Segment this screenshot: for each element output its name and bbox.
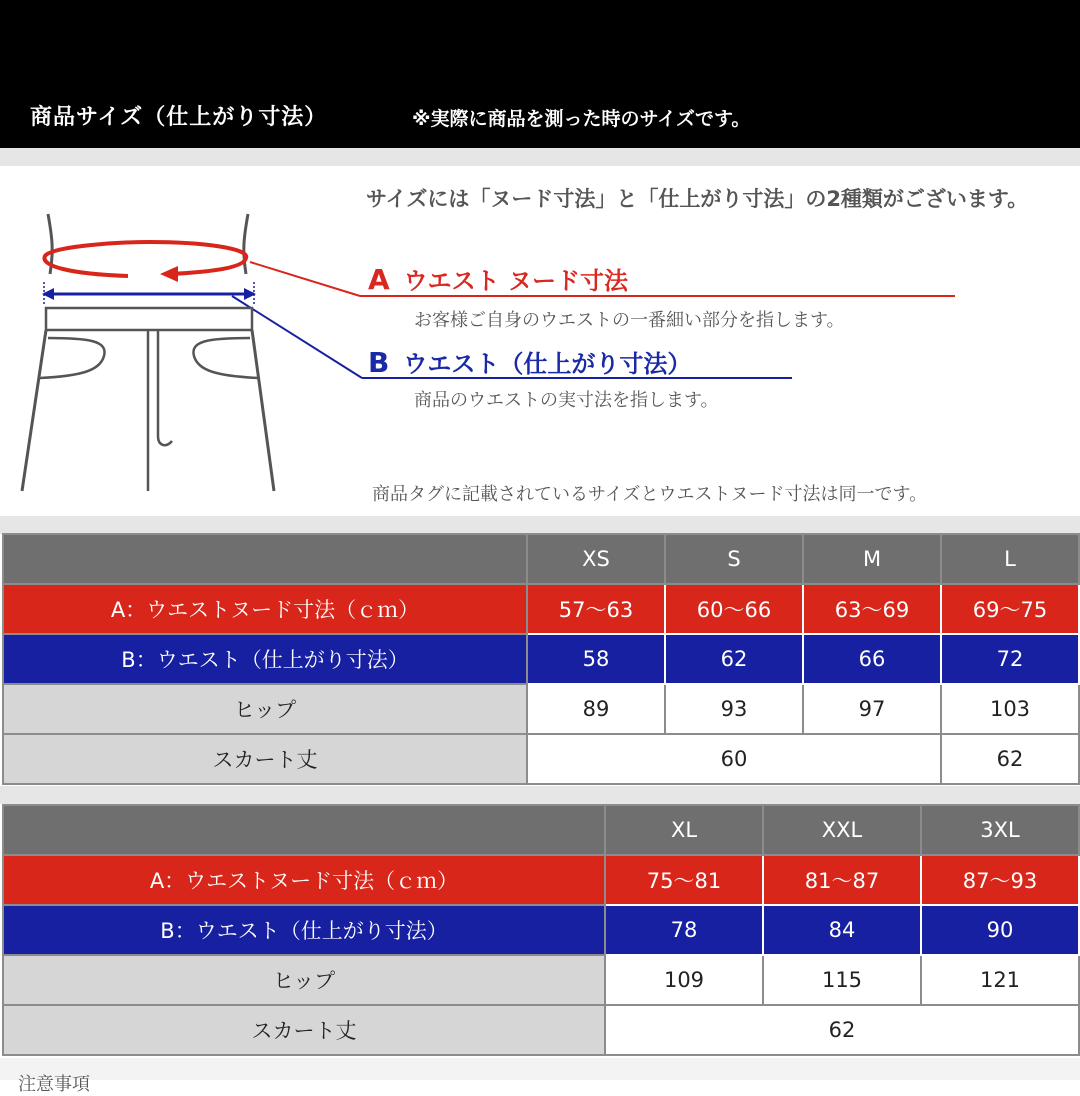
leader-a [250, 262, 360, 296]
size-header: XL [605, 805, 763, 855]
header-note: ※実際に商品を測った時のサイズです。 [412, 108, 751, 130]
table-cell: 62 [941, 734, 1079, 784]
table-row [3, 634, 1079, 684]
size-header: XXL [763, 805, 921, 855]
table-row [3, 805, 1079, 855]
table-cell: 97 [803, 684, 941, 734]
table-cell: 60 [527, 734, 941, 784]
waist-nude-loop [44, 242, 246, 276]
table-cell: 75〜81 [605, 855, 763, 905]
front-placket [158, 330, 172, 445]
row-label-waist-finished: B：ウエスト（仕上がり寸法） [3, 634, 527, 684]
table-cell: 60〜66 [665, 584, 803, 634]
size-table-1 [2, 533, 1080, 785]
desc-b: 商品のウエストの実寸法を指します。 [414, 390, 719, 411]
size-header: S [665, 534, 803, 584]
row-label-hip: ヒップ [3, 955, 605, 1005]
pocket-right [193, 338, 258, 378]
divider [0, 786, 1080, 804]
table-cell: 89 [527, 684, 665, 734]
table-cell: 81〜87 [763, 855, 921, 905]
page-title: 商品サイズ（仕上がり寸法） [30, 105, 328, 130]
row-label-waist-finished: B：ウエスト（仕上がり寸法） [3, 905, 605, 955]
table-cell: 93 [665, 684, 803, 734]
table-cell: 121 [921, 955, 1079, 1005]
label-b-letter: B [368, 346, 390, 379]
row-label-skirt-length: スカート丈 [3, 734, 527, 784]
table-cell: 103 [941, 684, 1079, 734]
skirt-diagram [0, 166, 1080, 516]
table-cell: 72 [941, 634, 1079, 684]
waist-explanation [0, 166, 1080, 516]
divider [0, 148, 1080, 166]
table-cell: 90 [921, 905, 1079, 955]
header-blank-cell [3, 805, 605, 855]
table-row [3, 905, 1079, 955]
table-row [3, 1005, 1079, 1055]
waistband [46, 308, 252, 330]
table-row [3, 955, 1079, 1005]
table-row [3, 855, 1079, 905]
label-a [368, 261, 628, 296]
intro-text: サイズには「ヌード寸法」と「仕上がり寸法」の2種類がございます。 [366, 187, 1029, 211]
size-header: XS [527, 534, 665, 584]
body-right-outline [244, 214, 248, 274]
table-cell: 115 [763, 955, 921, 1005]
table-cell: 109 [605, 955, 763, 1005]
header-blank-cell [3, 534, 527, 584]
table-cell: 57〜63 [527, 584, 665, 634]
table-cell: 63〜69 [803, 584, 941, 634]
table-cell: 87〜93 [921, 855, 1079, 905]
divider [0, 516, 1080, 534]
size-header: 3XL [921, 805, 1079, 855]
label-a-text: ウエスト ヌード寸法 [403, 267, 629, 295]
row-label-waist-nude: A：ウエストヌード寸法（ｃｍ） [3, 584, 527, 634]
size-table-2 [2, 804, 1080, 1056]
desc-a: お客様ご自身のウエストの一番細い部分を指します。 [414, 310, 845, 331]
table-cell: 78 [605, 905, 763, 955]
pocket-left [40, 338, 105, 378]
table-cell: 58 [527, 634, 665, 684]
row-label-skirt-length: スカート丈 [3, 1005, 605, 1055]
waist-nude-arrow-icon [160, 266, 178, 282]
label-b [368, 344, 691, 379]
table-cell: 66 [803, 634, 941, 684]
row-label-waist-nude: A：ウエストヌード寸法（ｃｍ） [3, 855, 605, 905]
footnote: 商品タグに記載されているサイズとウエストヌード寸法は同一です。 [372, 484, 928, 505]
notes-heading: 注意事項 [18, 1074, 90, 1095]
table-row [3, 584, 1079, 634]
table-cell: 84 [763, 905, 921, 955]
header-bar [0, 0, 1080, 148]
label-a-letter: A [368, 263, 390, 296]
table-row [3, 534, 1079, 584]
table-cell: 62 [605, 1005, 1079, 1055]
table-row [3, 684, 1079, 734]
row-label-hip: ヒップ [3, 684, 527, 734]
table-row [3, 734, 1079, 784]
table-cell: 69〜75 [941, 584, 1079, 634]
label-b-text: ウエスト（仕上がり寸法） [403, 350, 692, 378]
table-cell: 62 [665, 634, 803, 684]
size-header: L [941, 534, 1079, 584]
size-header: M [803, 534, 941, 584]
bottom-strip [0, 1058, 1080, 1080]
